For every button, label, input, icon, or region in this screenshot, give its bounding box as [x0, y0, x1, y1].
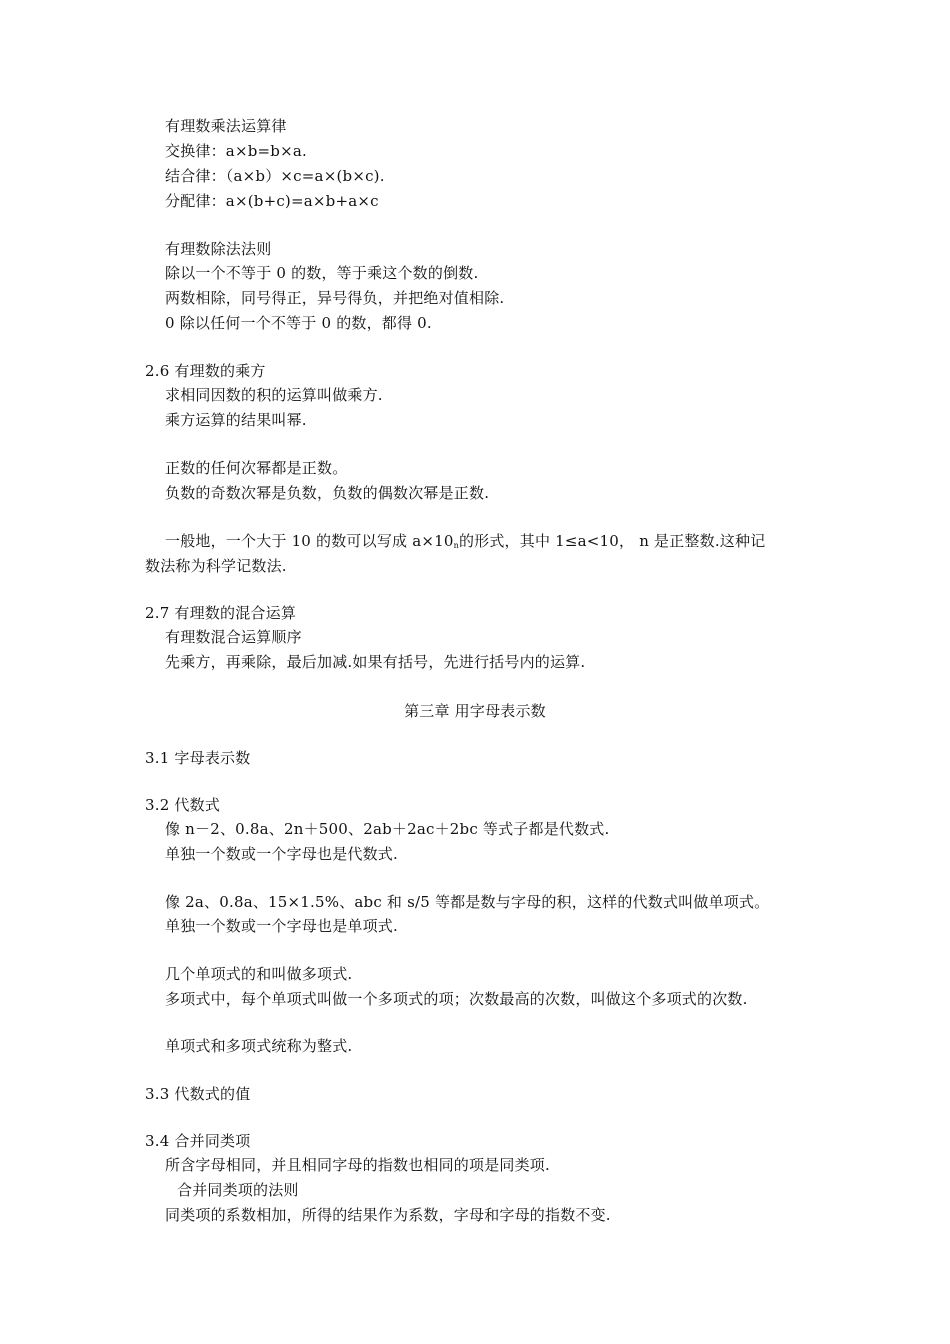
integral-expression: 单项式和多项式统称为整式. [165, 1037, 353, 1055]
heading-division-rules: 有理数除法法则 [165, 240, 272, 258]
monomial-note: 单独一个数或一个字母也是单项式. [165, 917, 398, 935]
division-rule-2: 两数相除，同号得正，异号得负，并把绝对值相除. [165, 289, 505, 307]
commutative-law: 交换律：a×b=b×a. [165, 142, 307, 160]
division-rule-3: 0 除以任何一个不等于 0 的数，都得 0. [165, 314, 432, 332]
monomial-definition: 像 2a、0.8a、15×1.5%、abc 和 s/5 等都是数与字母的积，这样的代数式叫做单项式。 [165, 893, 770, 911]
mixed-operation-order: 先乘方，再乘除，最后加减.如果有括号，先进行括号内的运算. [165, 653, 586, 671]
section-3-1-title: 3.1 字母表示数 [145, 749, 251, 767]
section-2-6-title: 2.6 有理数的乘方 [145, 362, 266, 380]
section-3-2-title: 3.2 代数式 [145, 796, 221, 814]
exponent-n: n [453, 541, 459, 550]
section-3-4-title: 3.4 合并同类项 [145, 1132, 251, 1150]
scientific-notation-text-b: 的形式，其中 1≤a<10， n 是正整数.这种记 [458, 532, 766, 550]
heading-multiplication-laws: 有理数乘法运算律 [165, 117, 287, 135]
scientific-notation-line-1 [165, 531, 765, 554]
power-definition: 求相同因数的积的运算叫做乘方. [165, 386, 383, 404]
distributive-law: 分配律：a×(b+c)=a×b+a×c [165, 192, 379, 210]
positive-power-rule: 正数的任何次幂都是正数。 [165, 459, 348, 477]
division-rule-1: 除以一个不等于 0 的数，等于乘这个数的倒数. [165, 264, 479, 282]
associative-law: 结合律：（a×b）×c=a×(b×c). [165, 167, 385, 185]
mixed-operation-heading: 有理数混合运算顺序 [165, 628, 302, 646]
section-3-3-title: 3.3 代数式的值 [145, 1085, 251, 1103]
section-2-7-title: 2.7 有理数的混合运算 [145, 604, 297, 622]
algebraic-expression-examples: 像 n－2、0.8a、2n＋500、2ab＋2ac＋2bc 等式子都是代数式. [165, 820, 610, 838]
chapter-3-title: 第三章 用字母表示数 [404, 702, 546, 720]
scientific-notation-line-2: 数法称为科学记数法. [145, 557, 287, 575]
negative-power-rule: 负数的奇数次幂是负数，负数的偶数次幂是正数. [165, 484, 490, 502]
algebraic-expression-note: 单独一个数或一个字母也是代数式. [165, 845, 398, 863]
polynomial-definition: 几个单项式的和叫做多项式. [165, 965, 353, 983]
combine-like-terms-rule: 同类项的系数相加，所得的结果作为系数，字母和字母的指数不变. [165, 1206, 611, 1224]
combine-like-terms-heading: 合并同类项的法则 [177, 1181, 299, 1199]
power-result: 乘方运算的结果叫幂. [165, 411, 307, 429]
scientific-notation-text-a: 一般地，一个大于 10 的数可以写成 a×10 [165, 532, 454, 550]
like-terms-definition: 所含字母相同，并且相同字母的指数也相同的项是同类项. [165, 1156, 550, 1174]
polynomial-terms: 多项式中，每个单项式叫做一个多项式的项；次数最高的次数，叫做这个多项式的次数. [165, 990, 748, 1008]
